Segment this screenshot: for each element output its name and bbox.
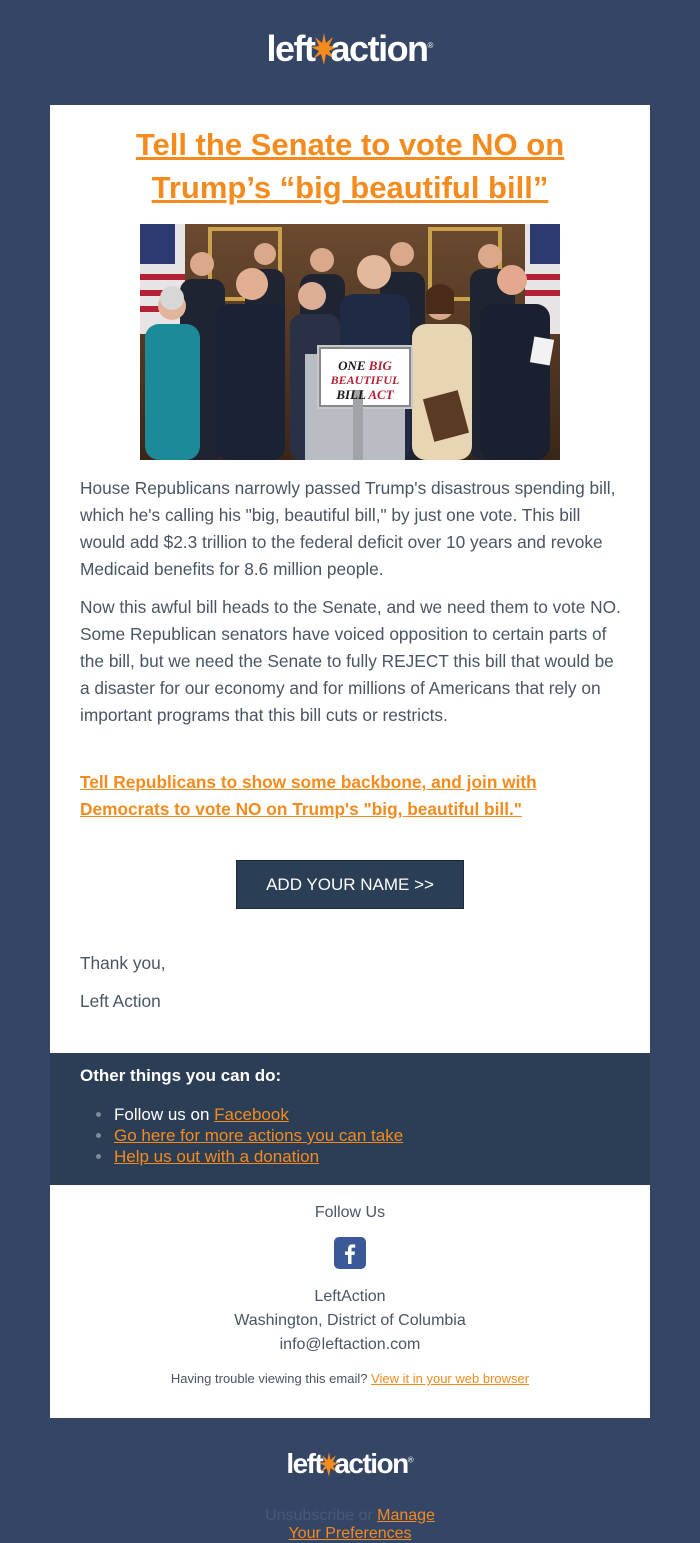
manage-preferences-line: [0, 1525, 700, 1543]
sign-word-bill: BILL: [336, 387, 366, 402]
facebook-f-glyph: [334, 1237, 366, 1269]
svg-text:BILL ACT: [335, 387, 394, 402]
leftaction-logo[interactable]: [0, 28, 700, 70]
sign-word-beautiful: BEAUTIFUL: [330, 373, 400, 387]
other-actions-list: [80, 1104, 403, 1167]
logo-text-right: action: [334, 1448, 408, 1479]
unsubscribe-text[interactable]: Unsubscribe or: [265, 1507, 378, 1524]
headline-line2: Trump’s “big beautiful bill”: [151, 170, 549, 205]
registered-mark: ®: [407, 1455, 414, 1465]
logo-text-left: left: [286, 1448, 323, 1479]
facebook-link[interactable]: Facebook: [214, 1105, 289, 1124]
svg-text:ONE BIG: [338, 358, 392, 373]
follow-us-label: Follow Us: [314, 1204, 386, 1221]
view-in-browser-line: [50, 1371, 650, 1386]
call-to-action-link[interactable]: Tell Republicans to show some backbone, and join with Democrats to vote NO on Trump's "big, beautiful bill.": [80, 772, 537, 819]
intro-paragraph: House Republicans narrowly passed Trump's disastrous spending bill, which he's calling his "big, beautiful bill," by just one vote. This bill would add $2.3 trillion to the federal deficit over 10 years and revoke Medicaid benefits for 8.6 million people.: [80, 478, 616, 579]
manage-preferences-link-line1[interactable]: Manage: [377, 1507, 435, 1524]
add-your-name-button[interactable]: ADD YOUR NAME >>: [236, 860, 464, 909]
bullet-icon: [96, 1112, 101, 1117]
manage-preferences-link-line2[interactable]: Your Preferences: [288, 1525, 412, 1542]
view-in-browser-link[interactable]: View it in your web browser: [371, 1371, 530, 1386]
more-actions-link[interactable]: Go here for more actions you can take: [114, 1126, 404, 1145]
closing-thanks: Thank you,: [80, 953, 166, 973]
footer-email[interactable]: info@leftaction.com: [279, 1336, 421, 1353]
trouble-text: Having trouble viewing this email?: [170, 1371, 372, 1386]
list-item: [80, 1125, 403, 1146]
press-conference-photo[interactable]: [140, 224, 560, 460]
sign-word-one: ONE: [338, 358, 366, 373]
sign-word-big: BIG: [368, 358, 392, 373]
footer-card: [50, 1185, 650, 1418]
logo-text-right: action: [330, 28, 428, 69]
list-item: [80, 1104, 403, 1125]
other-actions-title: Other things you can do:: [80, 1066, 282, 1085]
signature: Left Action: [80, 991, 161, 1011]
leftaction-footer-logo[interactable]: [0, 1448, 700, 1480]
main-card: [50, 105, 650, 1053]
list-item: [80, 1146, 403, 1167]
follow-prefix: Follow us on: [114, 1105, 215, 1124]
unsubscribe-line: [0, 1507, 700, 1525]
registered-mark: ®: [427, 41, 434, 50]
senate-paragraph: Now this awful bill heads to the Senate, and we need them to vote NO. Some Republican senators have voiced opposition to certain parts of the bill, but we need the Senate to fully REJECT this bill that would be a disaster for our economy and for millions of Americans that rely on important programs that this bill cuts or restricts.: [80, 597, 621, 725]
headline-line1: Tell the Senate to vote NO on: [135, 127, 565, 162]
facebook-icon[interactable]: [334, 1237, 366, 1269]
bullet-icon: [96, 1154, 101, 1159]
headline-link[interactable]: [80, 123, 620, 209]
press-conference-illustration: [140, 224, 560, 460]
footer-location: Washington, District of Columbia: [234, 1312, 466, 1329]
logo-text-left: left: [266, 28, 315, 69]
sign-word-act: ACT: [368, 387, 394, 402]
footer-org-name: LeftAction: [314, 1288, 386, 1305]
bullet-icon: [96, 1133, 101, 1138]
other-actions-section: [50, 1053, 650, 1185]
donation-link[interactable]: Help us out with a donation: [114, 1147, 320, 1166]
